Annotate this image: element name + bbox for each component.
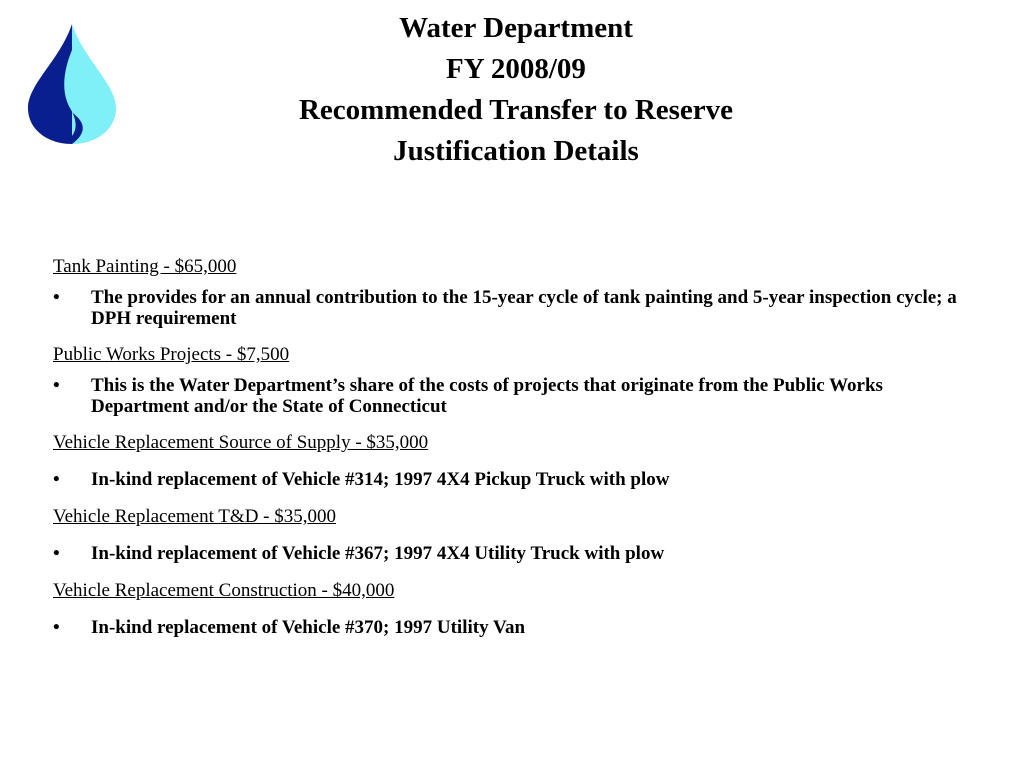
title-line-justification: Justification Details [393,135,639,167]
page-title [170,8,862,172]
section-heading-vehicle-source-supply: Vehicle Replacement Source of Supply - $35,000 [53,432,429,453]
title-line-transfer: Recommended Transfer to Reserve [298,94,734,126]
title-line-fiscal-year: FY 2008/09 [446,53,586,85]
section-heading-vehicle-td: Vehicle Replacement T&D - $35,000 [53,506,336,527]
bullet-item-tank-painting [53,287,983,329]
bullet-glyph: • [53,287,60,308]
bullet-glyph: • [53,543,60,564]
bullet-item-vehicle-source-supply [53,469,983,490]
bullet-text-vehicle-source-supply: In-kind replacement of Vehicle #314; 1997 4X4 Pickup Truck with plow [91,469,670,490]
bullet-glyph: • [53,375,60,396]
bullet-item-vehicle-td [53,543,983,564]
bullet-text-tank-painting: The provides for an annual contribution to the 15-year cycle of tank painting and 5-year inspection cycle; a DPH requirement [91,287,957,329]
bullet-text-public-works: This is the Water Department’s share of the costs of projects that originate from the Public Works Department and/or the State of Connecticut [91,375,883,417]
water-drop-icon [26,22,118,146]
justification-list [53,256,983,638]
bullet-glyph: • [53,617,60,638]
section-heading-public-works: Public Works Projects - $7,500 [53,344,290,365]
bullet-text-vehicle-construction: In-kind replacement of Vehicle #370; 1997 Utility Van [91,617,526,638]
bullet-item-vehicle-construction [53,617,983,638]
bullet-text-vehicle-td: In-kind replacement of Vehicle #367; 1997 4X4 Utility Truck with plow [91,543,665,564]
title-line-department: Water Department [399,12,633,44]
section-heading-tank-painting: Tank Painting - $65,000 [53,256,237,277]
bullet-item-public-works [53,375,983,417]
bullet-glyph: • [53,469,60,490]
section-heading-vehicle-construction: Vehicle Replacement Construction - $40,000 [53,580,395,601]
